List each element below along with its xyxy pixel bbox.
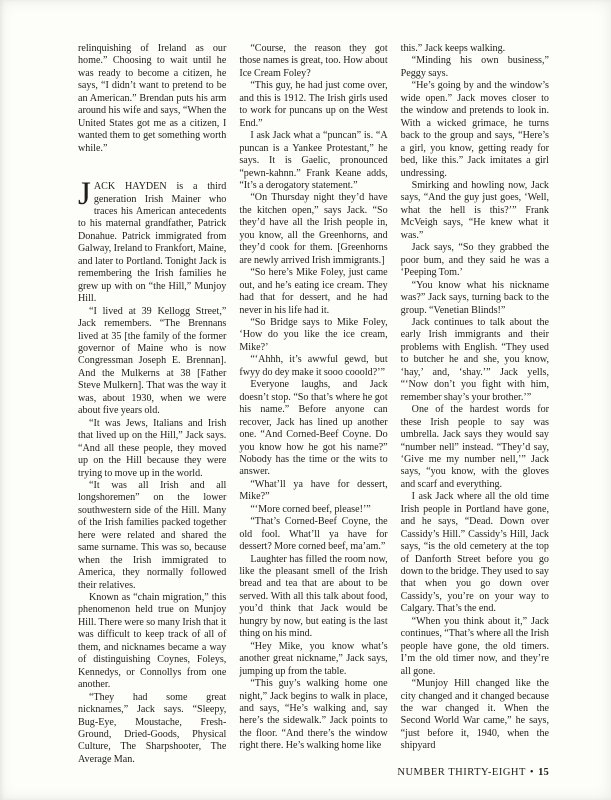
paragraph: Known as “chain migration,” this phenomenon held true on Munjoy Hill. There were so many Irish that it was difficult to keep track of all of them, and nicknames became a way of distinguishing Coynes, Foleys, Kennedys, or Connollys from one another. — [78, 592, 227, 691]
paragraph: I ask Jack what a “puncan” is. “A puncan is a Yankee Protestant,” he says. It is Gaelic, pronounced “pewn-kahnn.” Frank Keane adds, “It’s a derogatory statement.” — [239, 130, 388, 191]
paragraph: “Minding his own business,” Peggy says. — [400, 55, 549, 79]
paragraph: “Hey Mike, you know what’s another great nickname,” Jack says, jumping up from the table. — [239, 640, 388, 677]
paragraph: “So here’s Mike Foley, just came out, and he’s eating ice cream. They had that for dessert, and he had never in his life had it. — [239, 267, 388, 316]
drop-cap: J — [78, 176, 91, 213]
page-footer — [397, 767, 549, 778]
issue-title: NUMBER THIRTY-EIGHT — [397, 767, 526, 778]
paragraph: “They had some great nicknames,” Jack says. “Sleepy, Bug-Eye, Moustache, Fresh-Ground, Dried-Goods, Physical Culture, The Sharpshooter, The Average Man. — [78, 691, 227, 765]
article-body — [78, 43, 549, 766]
paragraph: I ask Jack where all the old time Irish people in Portland have gone, and he says, “Dead. Down over Cassidy’s Hill.” Cassidy’s Hill, Jack says, “is the old cemetery at the top of Danforth Street before you go down to the bridge. They used to say that when you go down over Cassidy’s, you’re on your way to Calgary. That’s the end. — [400, 491, 549, 615]
paragraph: “So Bridge says to Mike Foley, ‘How do you like the ice cream, Mike?’ — [239, 316, 388, 353]
paragraph: “You know what his nickname was?” Jack says, turning back to the group. “Venetian Blinds!” — [400, 279, 549, 316]
paragraph: “What’ll ya have for dessert, Mike?” — [239, 478, 388, 503]
paragraph: “On Thursday night they’d have the kitchen open,” says Jack. “So they’d have all the Irish people in, you know, all the Greenhorns, and they’d cook for them. [Greenhorns are newly arrived Irish immigrants.] — [239, 192, 388, 266]
paragraph: “It was all Irish and all longshoremen” on the lower southwestern side of the Hill. Many of the Irish families packed together here were related and shared the same surname. This was so, because when the Irish immigrated to America, they normally followed their relatives. — [78, 479, 227, 591]
paragraph: relinquishing of Ireland as our home.” Choosing to wait until he was ready to become a citizen, he says, “I didn’t want to pretend to be an American.” Brendan puts his arm around his wife and says, “When the United States got me as a citizen, I wanted them to get something worth while.” — [78, 43, 227, 154]
text-column — [239, 43, 387, 766]
paragraph: “I lived at 39 Kellogg Street,” Jack remembers. “The Brennans lived at 35 [the family of the former governor of Maine who is now Congressman Joseph E. Brennan]. And the Mulkerns at 38 [Father Steve Mulkern]. That was the way it was, about 1930, when we were about five years old. — [78, 305, 227, 417]
text-column — [401, 43, 549, 766]
page-number: 15 — [538, 767, 549, 778]
paragraph: “Course, the reason they got those names is great, too. How about Ice Cream Foley? — [239, 43, 388, 79]
paragraph: Everyone laughs, and Jack doesn’t stop. “So that’s where he got his name.” Before anyone can recover, Jack has lined up another one. “And Corned-Beef Coyne. Do you know how he got his name?” Nobody has the time or the wits to answer. — [239, 379, 388, 478]
paragraph: “It was Jews, Italians and Irish that lived up on the Hill,” Jack says. “And all these people, they moved up on the Hill because they were trying to move up in the world. — [78, 417, 227, 479]
paragraph: “‘More corned beef, please!’” — [250, 503, 371, 515]
paragraph: Jack continues to talk about the early Irish immigrants and their problems with English. “They used to butcher he and she, you know, ‘hay,’ and, ‘shay.’” Jack yells, “‘Now don’t you fight with him, remember shay’s your brother.’” — [400, 316, 549, 403]
paragraph: Smirking and howling now, Jack says, “And the guy just goes, ‘Well, what the hell is this?’” Frank McVeigh says, “He knew what it was.” — [400, 179, 549, 241]
paragraph: “This guy, he had just come over, and this is 1912. The Irish girls used to work for puncans up on the West End.” — [239, 80, 388, 129]
text-column — [78, 43, 226, 766]
paragraph: Laughter has filled the room now, like the pleasant smell of the Irish bread and tea that are about to be served. With all this talk about food, you’d think that Jack would be hungry by now, but eating is the last thing on his mind. — [239, 553, 388, 640]
paragraph: “When you think about it,” Jack continues, “That’s where all the Irish people have gone, the old timers. I’m the old timer now, and they’re all gone. — [400, 615, 549, 677]
paragraph: “‘Ahhh, it’s awwful gewd, but fwyy do dey make it sooo cooold?’” — [239, 354, 388, 378]
paragraph: “He’s going by and the window’s wide open.” Jack moves closer to the window and pretends to look in. With a wicked grimace, he turns back to the group and says, “Here’s a girl, you know, getting ready for bed, like this.” Jack imitates a girl undressing. — [400, 80, 549, 179]
paragraph: “This guy’s walking home one night,” Jack begins to walk in place, and says, “He’s walking and, say here’s the sidewalk.” Jack points to the floor. “And there’s the window right there. He’s walking home like — [239, 678, 388, 752]
paragraph: One of the hardest words for these Irish people to say was umbrella. Jack says they would say “number nell” instead. “They’d say, ‘Give me my number nell,’” Jack says, “you know, with the gloves and scarf and everything. — [400, 404, 549, 490]
footer-separator: • — [529, 767, 535, 778]
paragraph: Jack says, “So they grabbed the poor bum, and they said he was a ‘Peeping Tom.’ — [400, 242, 549, 279]
paragraph: “That’s Corned-Beef Coyne, the old fool. What’ll ya have for dessert? More corned beef, ma’am.” — [239, 516, 388, 553]
paragraph: JACK HAYDEN is a third generation Irish Mainer who traces his American antecedents to his maternal grandfather, Patrick Donahue. Patrick immigrated from Galway, Ireland to Frankfort, Maine, and later to Portland. Tonight Jack is remembering the Irish families he grew up with on “the Hill,” Munjoy Hill. — [78, 176, 227, 305]
paragraph: “Munjoy Hill changed like the city changed and it changed because the war changed it. When the Second World War came,” he says, “just before it, 1940, when the shipyard — [400, 678, 549, 752]
paragraph: this.” Jack keeps walking. — [400, 43, 506, 54]
